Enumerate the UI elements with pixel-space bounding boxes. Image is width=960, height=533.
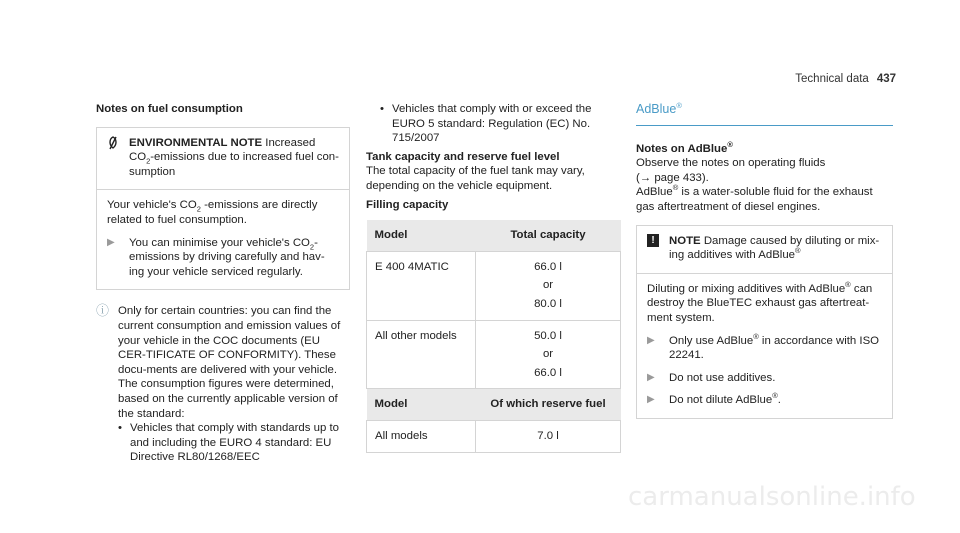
model-cell: All other models [367,320,476,389]
step-arrow-icon: ▶ [647,371,655,383]
info-note [96,304,350,465]
adblue-description: AdBlue® is a water-soluble fluid for the exhaust gas aftertreatment of diesel engines. [636,183,873,213]
column-header: Model [367,220,476,251]
tank-heading: Tank capacity and reserve fuel level [366,150,560,163]
leaf-icon [107,136,129,180]
table-row [367,420,621,452]
step-item: ▶ Do not dilute AdBlue®. [647,391,781,407]
watermark: carmanualsonline.info [628,482,916,512]
euro5-bullet-text: Vehicles that comply with or exceed the EURO 5 standard: Regulation (EC) No. 715/2007 [392,103,592,145]
warning-body: Diluting or mixing additives with AdBlue® can destroy the BlueTEC exhaust gas aftertreat-ment system. [647,279,873,324]
table-row [367,320,621,389]
step-arrow-icon: ▶ [647,334,655,346]
column-header: Model [367,389,476,421]
info-text-2: The consumption figures were determined, based on the currently applicable version of the standard: [118,378,338,420]
column-header: Of which reserve fuel [476,389,621,421]
column-tank-capacity [366,102,621,453]
damage-note-box [636,225,893,419]
bullet-icon: • [380,103,384,115]
reserve-cell: 7.0 l [476,420,621,452]
column-header: Total capacity [476,220,621,251]
bullet-icon: • [118,422,122,435]
env-note-text: Increased $CO_2$-emissions due to increased fuel con-sumption [129,136,339,178]
table-row [367,251,621,320]
adblue-heading: AdBlue® [636,102,893,126]
model-cell: All models [367,420,476,452]
page-reference[interactable]: (→ page 433). [636,171,709,184]
column-fuel-consumption [96,102,350,465]
env-body-text: Your vehicle's $CO_2$ -emissions are directly related to fuel consumption. [107,199,318,226]
model-cell: E 400 4MATIC [367,251,476,320]
filling-heading: Filling capacity [366,198,449,211]
environmental-note-box [96,127,350,291]
page-header [795,72,896,87]
adblue-notes-heading: Notes on AdBlue® [636,139,733,155]
column-adblue [636,102,893,419]
step-arrow-icon: ▶ [107,236,115,248]
filling-capacity-table [366,220,621,452]
env-step-text: You can minimise your vehicle's $CO_2$-emissions by driving carefully and hav-ing your vehicle serviced regularly. [129,236,325,278]
section-title: Technical data [795,73,869,85]
info-text: Only for certain countries: you can find the current consumption and emission values of your vehicle in the COC documents (EU CER-TIFICATE OF CONFORMITY). These docu-ments are delivered with your vehicle. [118,305,341,376]
table-header-row [367,220,621,251]
warning-icon: ! [647,234,659,247]
section-heading: Notes on fuel consumption [96,103,243,115]
observe-text: Observe the notes on operating fluids [636,157,826,170]
page-number: 437 [876,73,896,85]
step-arrow-icon: ▶ [647,394,655,406]
step-item: ▶ Only use AdBlue® in accordance with ISO 22241. [647,331,880,362]
step-item: ▶ Do not use additives. [647,371,776,384]
note-label: NOTE [669,234,701,247]
table-header-row [367,389,621,421]
note-text: Damage caused by diluting or mix-ing additives with AdBlue® [669,234,880,262]
env-note-label: ENVIRONMENTAL NOTE [129,136,263,149]
capacity-cell: 66.0 l or 80.0 l [476,251,621,320]
tank-text: The total capacity of the fuel tank may vary, depending on the vehicle equipment. [366,165,585,192]
info-bullet-text: Vehicles that comply with standards up to and including the EURO 4 standard: EU Directive RL80/1268/EEC [130,422,339,464]
capacity-cell: 50.0 l or 66.0 l [476,320,621,389]
info-icon: ⓘ [96,303,110,319]
